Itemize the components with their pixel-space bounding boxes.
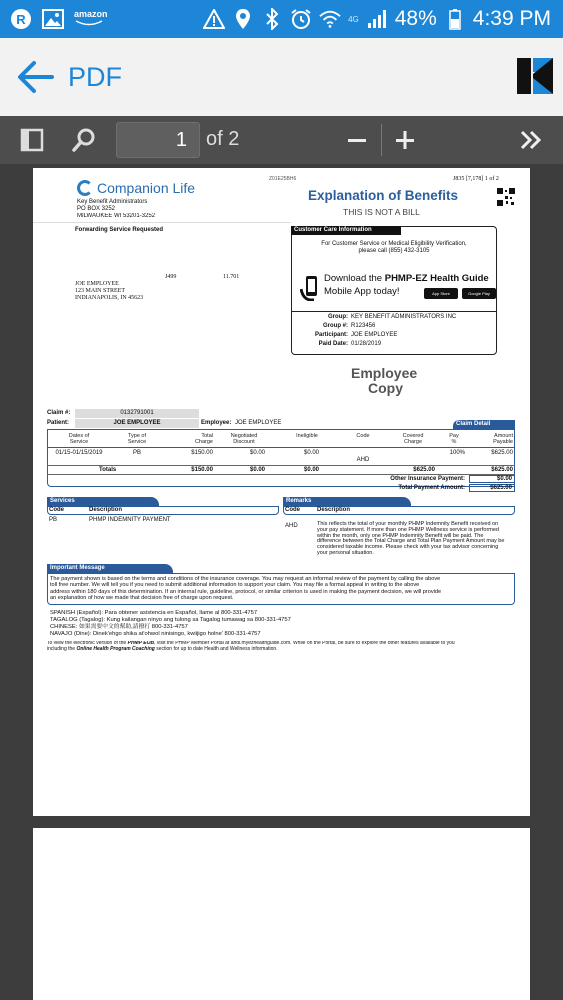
remarks-desc-col: Description [317,507,351,513]
page-count: of 2 [206,128,240,150]
customer-care-box [291,226,497,355]
eob-title: Explanation of Benefits [308,188,459,203]
row-code: AHD [356,457,370,463]
patient-label: Patient: [47,420,70,426]
google-play-badge: Google Play [462,288,496,299]
stamp-1: J499 [165,274,177,280]
forwarding-text: Forwarding Service Requested [75,227,164,233]
zoom-in-button[interactable] [388,116,422,164]
services-desc: PHMP INDEMNITY PAYMENT [89,517,171,523]
th-ineligible: Ineligible [296,433,318,439]
claim-value: 0132791001 [75,409,199,418]
network-type: 4G [348,14,359,24]
app-download-panel [298,271,494,307]
page-number-input[interactable] [116,122,200,158]
other-insurance-value: $0.00 [469,475,515,483]
claim-label: Claim #: [47,410,71,416]
copy-label-1: Employee [351,365,418,381]
group-value: KEY BENEFIT ADMINISTRATORS INC [351,314,457,320]
patient-value: JOE EMPLOYEE [75,419,199,428]
th-total: Total Charge [194,433,213,445]
th-covered: Covered Charge [402,433,424,445]
back-arrow-icon [16,57,56,97]
th-amount: Amount Payable [493,433,513,445]
row-ineligible: $0.00 [303,450,319,456]
document-id: J835 [7,178] 1 of 2 [453,176,499,182]
table-header-rule [47,447,515,448]
th-discount: Negotiated Discount [230,433,258,445]
admin-name: Key Benefit Administrators [77,199,148,205]
th-type: Type of Service [127,433,147,445]
admin-po: PO BOX 3252 [77,206,116,212]
important-message-header: Important Message [47,564,173,573]
warning-icon [203,8,225,30]
battery-percent: 48% [394,7,437,30]
services-code-col: Code [49,507,64,513]
totals-ineligible: $0.00 [303,467,319,473]
totals-charge: $150.00 [191,467,213,473]
app-bar [0,38,563,116]
row-total: $150.00 [191,450,213,456]
remarks-desc: This reflects the total of your monthly PHMP Indemnity Benefit received on your pay statement. If more than one PHMP Wellness service is performed within the month, only one PHMP Indemnity Benefit will be paid. The difference between the Total Charge and Total Plan Payment Amount may be considered taxable income. Please check with your tax advisor concerning your personal situation. [317,521,505,556]
paid-date-value: 01/28/2019 [351,341,382,347]
group-label: Group: [328,314,348,320]
services-header: Services [47,497,159,506]
employee-label: Employee: [201,420,232,426]
app-line-2: Mobile App today! [324,286,400,297]
fold-line [33,222,291,223]
toolbar-divider [381,124,382,156]
battery-icon [444,8,466,30]
employee-value: JOE EMPLOYEE [235,420,282,426]
row-discount: $0.00 [249,450,265,456]
cc-header: Customer Care Information [291,226,401,235]
th-dates: Dates of Service [68,433,90,445]
cc-line-2: please call (855) 432-3105 [358,248,430,254]
sidebar-icon [20,128,44,152]
important-message-text: The payment shown is based on the terms and conditions of the insurance coverage. You may request an informal review of the payment by calling the above toll free number. We will tell you if you need to submit additional information to support your claim. You may file a formal appeal in writing to the above address within 180 days of this determination. If an internal rule, guideline, protocol, or similar criterion is used in making the payment decision, we will provide an explanation of how we made that decision free of charge upon request. [50,576,442,602]
remarks-header: Remarks [283,497,411,506]
address-line-3: INDIANAPOLIS, IN 45623 [75,295,144,301]
th-code: Code [356,433,370,439]
double-chevron-right-icon [519,130,543,150]
app-notification-icon [10,8,32,30]
totals-discount: $0.00 [249,467,265,473]
status-bar [0,0,563,38]
cc-line-1: For Customer Service or Medical Eligibility Verification, [321,241,467,247]
logo-mark-icon [77,180,93,196]
remarks-code-col: Code [285,507,300,513]
pdf-page-2 [33,828,530,1000]
address-line-1: JOE EMPLOYEE [75,281,119,287]
search-icon [72,128,96,152]
services-code: PB [49,517,58,523]
app-title: PDF [68,61,122,92]
row-amount: $625.00 [491,450,513,456]
image-icon [42,8,64,30]
admin-city: MILWAUKEE WI 53201-3252 [77,213,156,217]
footer-note: To view the electronic version of the PHMP EOB, visit the PHMP Member Portal at ahdi.myezhealthguide.com. While on the Portal, be sure to explore the other features available to you including the Online Health Program Coaching section for up to date Health and Wellness information. [47,641,455,652]
total-payment-value: $625.00 [469,484,515,492]
svg-text:R: R [16,12,26,27]
plus-icon [395,130,415,150]
paid-date-label: Paid Date: [318,341,348,347]
sidebar-toggle-button[interactable] [12,116,52,164]
phone-hand-icon [300,275,320,301]
totals-rule [47,465,515,466]
qr-code-icon [497,188,515,211]
total-payment-label: Total Payment Amount: [398,485,465,491]
eob-subtitle: THIS IS NOT A BILL [343,207,420,217]
app-line-1: Download the PHMP-EZ Health Guide [324,273,489,284]
amazon-icon: amazon [74,10,108,29]
signal-icon [366,8,388,30]
stamp-2: 11.701 [223,274,240,280]
participant-label: Participant: [314,332,348,338]
group-number-value: R123456 [351,323,376,329]
row-pay-percent: 100% [449,450,465,456]
wifi-icon [319,8,341,30]
group-number-label: Group #: [323,323,348,329]
pdf-viewer[interactable] [0,164,563,1000]
copy-label-2: Copy [368,380,403,396]
alarm-icon [290,8,312,30]
row-dates: 01/15-01/15/2019 [55,450,103,456]
totals-label: Totals [99,467,117,473]
more-tools-button[interactable] [510,116,552,164]
participant-value: JOE EMPLOYEE [351,332,398,338]
bluetooth-icon [261,8,283,30]
zoom-out-button[interactable] [340,116,374,164]
address-line-2: 123 MAIN STREET [75,288,125,294]
back-button[interactable] [8,49,64,105]
clock-time: 4:39 PM [472,7,551,30]
barcode-codes: Z01E25BH6 [269,176,297,182]
row-type: PB [132,450,141,456]
th-pay: Pay % [449,433,459,445]
cc-divider [292,311,496,312]
location-icon [232,8,254,30]
pdf-page-1 [33,168,530,816]
services-col-header [47,506,279,515]
minus-icon [347,130,367,150]
search-button[interactable] [64,116,104,164]
totals-amount: $625.00 [491,467,513,473]
claim-detail-header: Claim Detail [453,420,515,429]
other-insurance-label: Other Insurance Payment: [390,476,465,482]
totals-rule-bottom [47,474,515,475]
app-logo-icon [517,58,553,94]
app-store-badge: App Store [424,288,458,299]
companion-life-logo: Companion Life [77,180,195,196]
services-desc-col: Description [89,507,123,513]
totals-covered: $625.00 [413,467,435,473]
pdf-toolbar [0,116,563,164]
language-assistance: SPANISH (Español): Para obtener asistencia en Español, llame al 800-331-4757 TAGALOG (Tagalog): Kung kailangan ninyo ang tulong sa Tagalog tumawag sa 800-331-4757 CHINESE: 如果需要中文的幫助,請撥打 800-331-4757 NAVAJO (Dine): Dinek'ehgo shika at'ohwol ninisingo, kwiijigo holne' 800-331-4757 [50,610,291,637]
remarks-code: AHD [285,523,298,529]
